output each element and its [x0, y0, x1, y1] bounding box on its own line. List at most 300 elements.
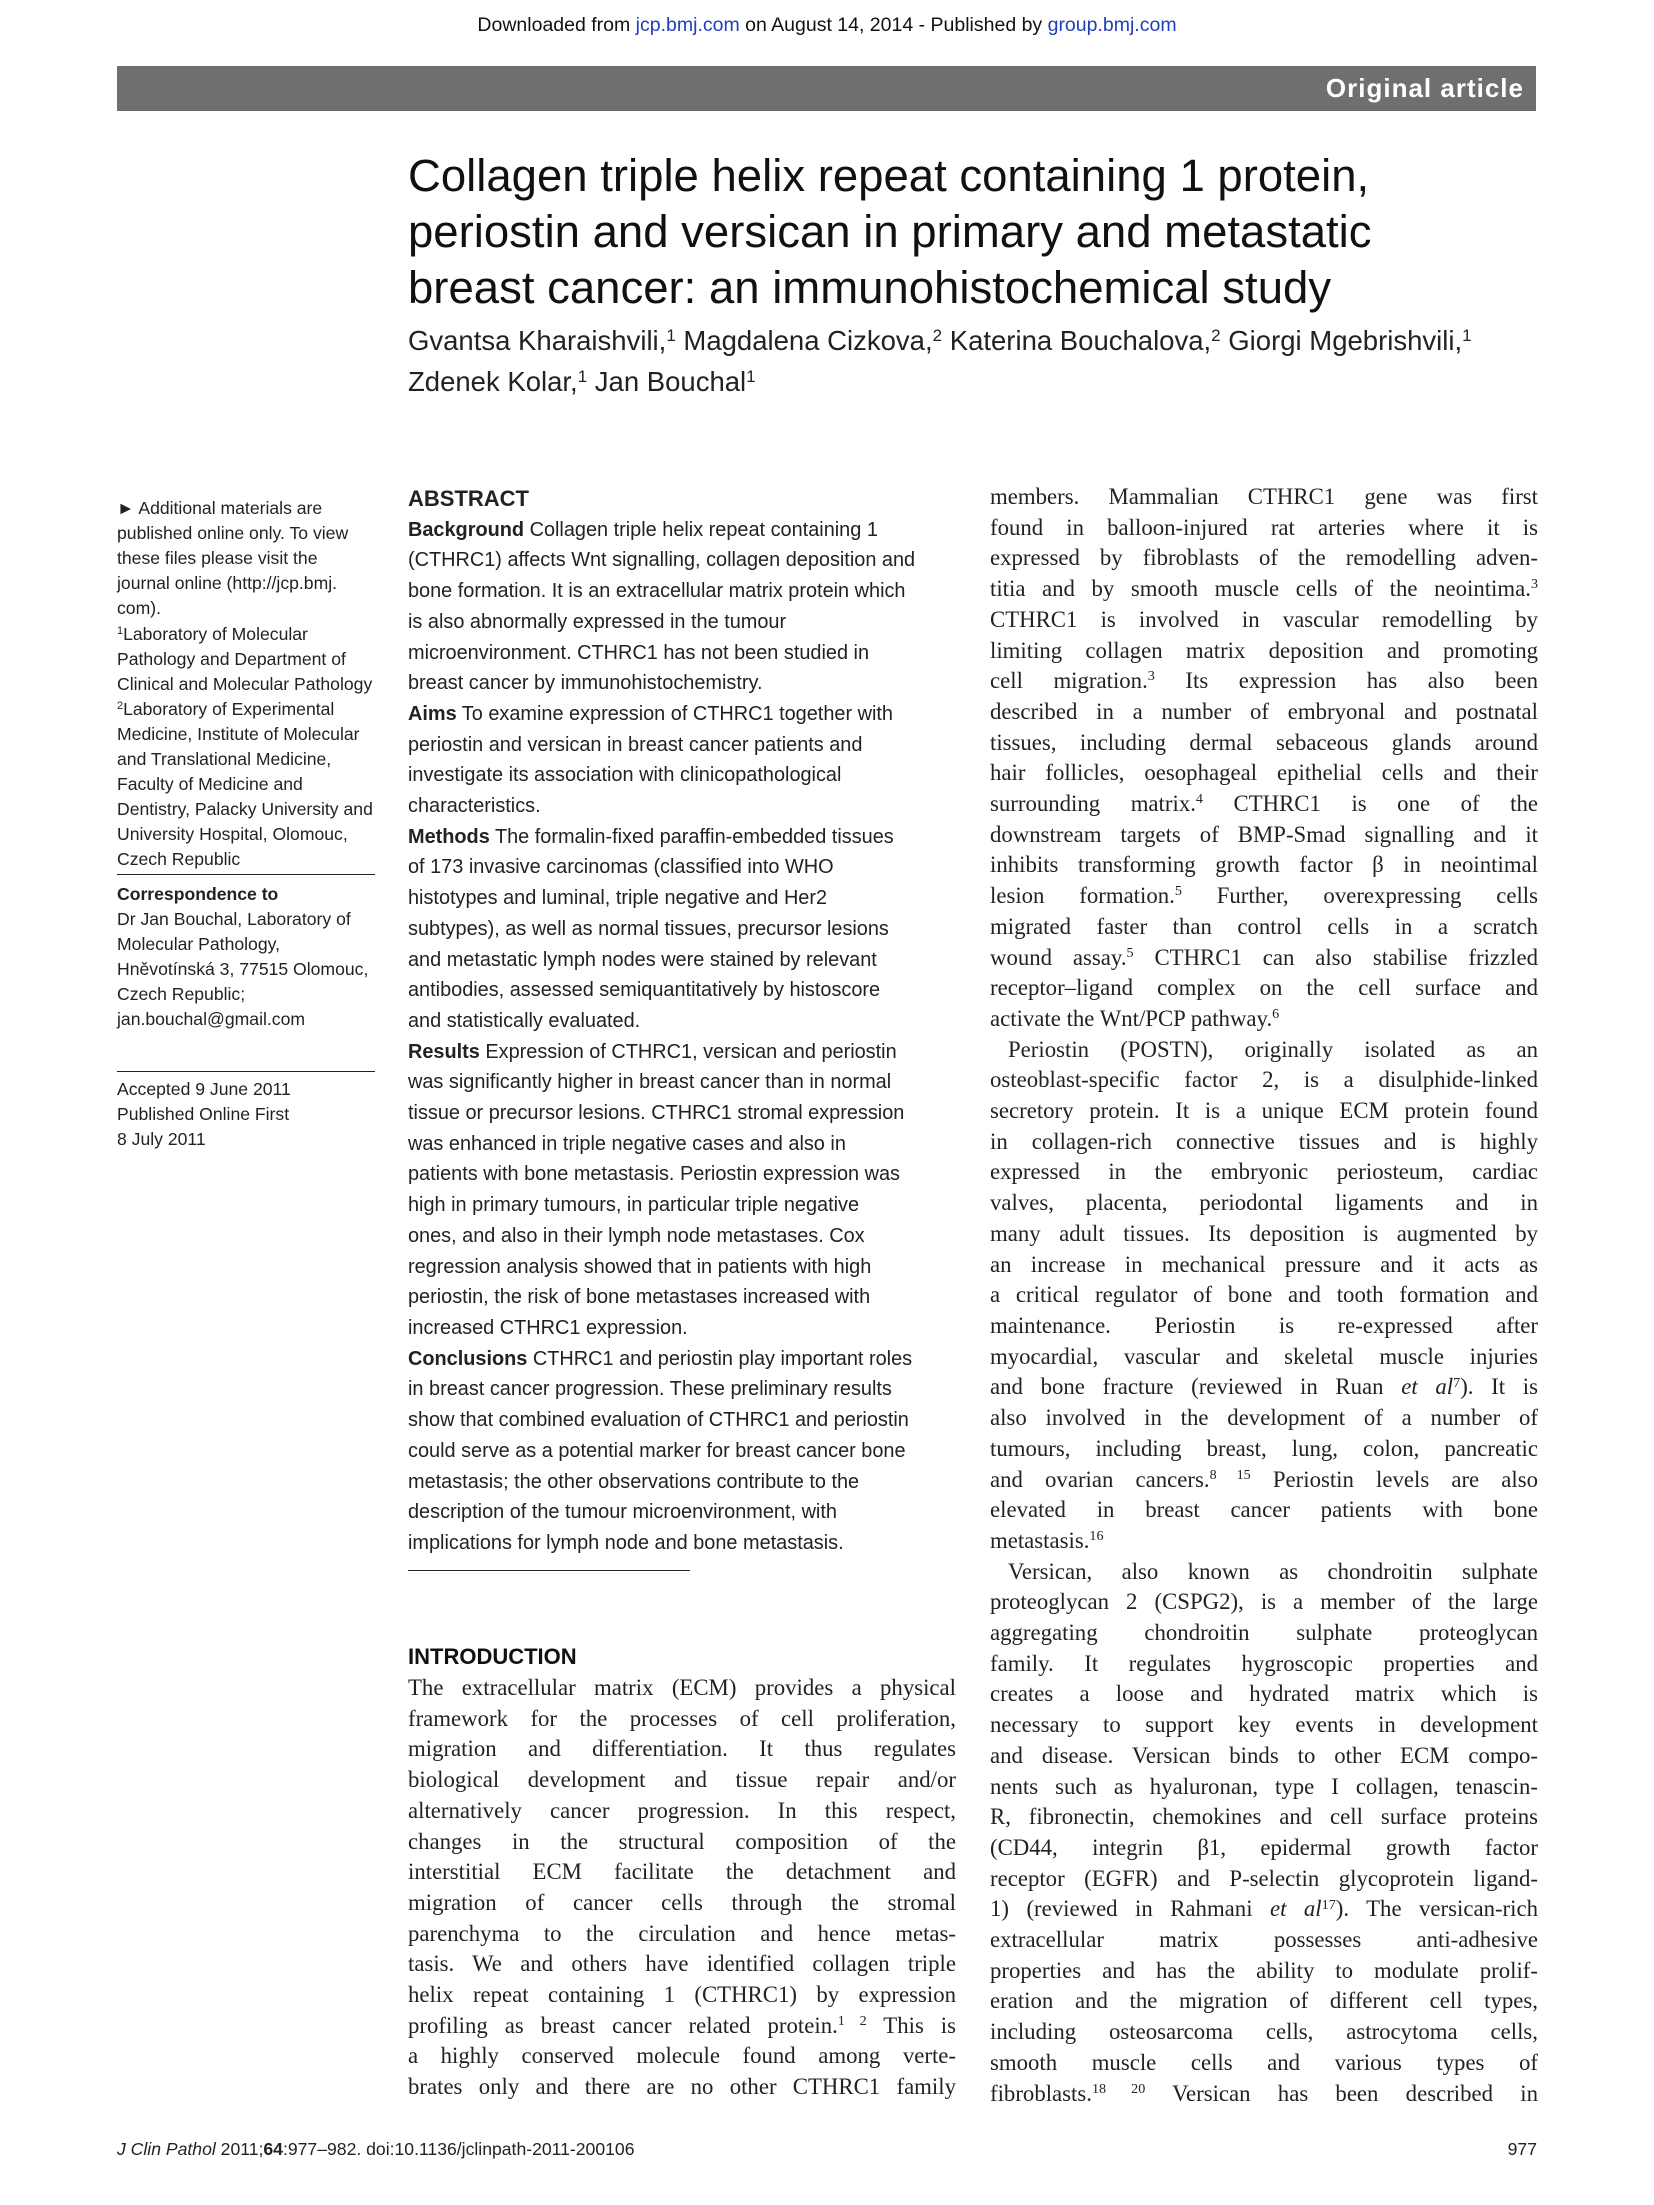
body-text: expressed by fibroblasts of the remodelling adven-	[990, 545, 1538, 571]
body-line	[990, 574, 1538, 605]
citation-year: 2011;	[215, 2139, 264, 2159]
affiliations	[117, 622, 375, 872]
body-text: profiling as breast cancer related protein.	[408, 2012, 838, 2038]
abstract-body	[408, 515, 948, 1559]
abstract-text: (CTHRC1) affects Wnt signalling, collagen deposition and	[408, 549, 916, 572]
abstract-line	[408, 945, 948, 976]
abstract-line	[408, 1221, 948, 1252]
abstract-line	[408, 1344, 948, 1375]
body-line	[408, 2041, 956, 2072]
additional-materials-note	[117, 496, 375, 621]
body-text: downstream targets of BMP-Smad signalling and it	[990, 821, 1538, 847]
body-line	[990, 1035, 1538, 1066]
abstract-text: histotypes and luminal, triple negative and Her2	[408, 887, 828, 910]
body-text: proteoglycan 2 (CSPG2), is a member of the large	[990, 1589, 1538, 1615]
abstract-line	[408, 1497, 948, 1528]
journal-site-link[interactable]: jcp.bmj.com	[635, 14, 740, 36]
abstract-section-label: Background	[408, 518, 525, 541]
abstract-text: implications for lymph node and bone metastasis.	[408, 1531, 844, 1554]
publisher-site-link[interactable]: group.bmj.com	[1047, 14, 1177, 36]
abstract-line	[408, 1467, 948, 1498]
body-text: wound assay.	[990, 944, 1127, 970]
abstract-line	[408, 1313, 948, 1344]
body-line	[990, 820, 1538, 851]
body-line	[990, 1864, 1538, 1895]
reference-marker: 3	[1530, 576, 1538, 593]
affiliation-text: Dentistry, Palacky University and	[117, 799, 373, 819]
abstract-line	[408, 699, 948, 730]
body-line	[990, 482, 1538, 513]
body-line	[990, 1557, 1538, 1588]
abstract-line	[408, 1405, 948, 1436]
abstract-line	[408, 515, 948, 546]
body-text: valves, placenta, periodontal ligaments and in	[990, 1190, 1538, 1216]
citation-pages-doi: :977–982. doi:10.1136/jclinpath-2011-200106	[282, 2139, 635, 2159]
body-line	[990, 1157, 1538, 1188]
body-text: ). The versican-rich	[1335, 1896, 1539, 1922]
body-text: titia and by smooth muscle cells of the neointima.	[990, 576, 1531, 602]
abstract-text: tissue or precursor lesions. CTHRC1 stromal expression	[408, 1102, 905, 1125]
body-text: necessary to support key events in development	[990, 1712, 1538, 1738]
abstract-text: show that combined evaluation of CTHRC1 and periostin	[408, 1409, 909, 1432]
body-line	[408, 1888, 956, 1919]
body-text: members. Mammalian CTHRC1 gene was first	[990, 484, 1538, 509]
affiliation-text: Laboratory of Molecular	[123, 624, 308, 644]
body-text: changes in the structural composition of the	[408, 1828, 956, 1854]
abstract-text: CTHRC1 and periostin play important roles	[527, 1347, 913, 1370]
affiliation-line	[117, 697, 375, 722]
abstract-text: periostin and versican in breast cancer patients and	[408, 733, 863, 756]
affiliation-line	[117, 647, 375, 672]
affiliation-text: Clinical and Molecular Pathology	[117, 674, 373, 694]
body-line	[408, 1857, 956, 1888]
body-line	[990, 758, 1538, 789]
body-line	[990, 1526, 1538, 1557]
abstract-line	[408, 1006, 948, 1037]
abstract-line	[408, 1129, 948, 1160]
date-line: 8 July 2011	[117, 1129, 206, 1149]
body-line	[990, 1280, 1538, 1311]
body-text: receptor–ligand complex on the cell surface and	[990, 975, 1538, 1001]
body-line	[990, 1679, 1538, 1710]
reference-marker: 5	[1174, 883, 1182, 900]
affiliation-text: Pathology and Department of	[117, 649, 346, 669]
section-label: Original article	[1325, 73, 1524, 103]
abstract-section-label: Conclusions	[408, 1347, 528, 1370]
abstract-text: high in primary tumours, in particular triple negative	[408, 1194, 860, 1217]
abstract-line	[408, 1037, 948, 1068]
body-line	[990, 943, 1538, 974]
body-line	[990, 1833, 1538, 1864]
affiliation-text: and Translational Medicine,	[117, 749, 332, 769]
affiliation-line	[117, 722, 375, 747]
body-line	[990, 513, 1538, 544]
affiliation-marker: 2	[1211, 325, 1221, 345]
body-line	[990, 881, 1538, 912]
reference-marker: 17	[1321, 1896, 1336, 1913]
body-text: also involved in the development of a number of	[990, 1405, 1538, 1431]
body-line	[990, 1127, 1538, 1158]
abstract-text: breast cancer by immunohistochemistry.	[408, 672, 763, 695]
body-line	[990, 973, 1538, 1004]
body-line	[408, 1827, 956, 1858]
abstract-text: characteristics.	[408, 795, 541, 818]
affiliation-marker: 2	[932, 325, 943, 345]
title-line: Collagen triple helix repeat containing 1 protein,	[408, 150, 1370, 201]
body-line	[990, 1986, 1538, 2017]
body-text: creates a loose and hydrated matrix which is	[990, 1681, 1538, 1707]
body-text: CTHRC1 can also stabilise frizzled	[1133, 944, 1539, 970]
body-line	[990, 850, 1538, 881]
body-line	[990, 666, 1538, 697]
abstract-text: description of the tumour microenvironment, with	[408, 1501, 837, 1524]
page-number: 977	[1507, 2139, 1537, 2159]
abstract-text: investigate its association with clinicopathological	[408, 764, 842, 787]
author-name: Zdenek Kolar,	[408, 366, 578, 397]
body-text: This is	[866, 2012, 956, 2038]
abstract-line	[408, 883, 948, 914]
note-line: journal online (http://jcp.bmj.	[117, 573, 338, 593]
abstract-text: could serve as a potential marker for breast cancer bone	[408, 1439, 906, 1462]
body-text: cell migration.	[990, 668, 1148, 694]
body-line	[408, 1919, 956, 1950]
body-line	[990, 1956, 1538, 1987]
body-text: surrounding matrix.	[990, 791, 1196, 817]
author-name: Jan Bouchal	[587, 366, 747, 397]
body-text: an increase in mechanical pressure and it acts as	[990, 1251, 1538, 1277]
abstract-line	[408, 1159, 948, 1190]
body-line	[990, 1342, 1538, 1373]
body-text: aggregating chondroitin sulphate proteoglycan	[990, 1620, 1538, 1646]
affiliation-marker: 1	[746, 366, 756, 386]
correspondence-line: Hněvotínská 3, 77515 Olomouc,	[117, 959, 369, 979]
body-line	[408, 1949, 956, 1980]
affiliation-marker: 1	[1462, 325, 1472, 345]
correspondence-address	[117, 907, 375, 1032]
affiliation-line	[117, 822, 375, 847]
abstract-line	[408, 730, 948, 761]
abstract-divider	[408, 1570, 690, 1571]
abstract-line	[408, 607, 948, 638]
affiliation-line	[117, 622, 375, 647]
body-line	[990, 1495, 1538, 1526]
body-line	[990, 1618, 1538, 1649]
abstract-line	[408, 1282, 948, 1313]
abstract-line	[408, 576, 948, 607]
abstract-text: Expression of CTHRC1, versican and periostin	[479, 1040, 897, 1063]
abstract-text: and statistically evaluated.	[408, 1009, 641, 1032]
citation-et-al: et al	[1401, 1374, 1454, 1400]
abstract-text: subtypes), as well as normal tissues, precursor lesions	[408, 917, 889, 940]
journal-name: J Clin Pathol	[117, 2139, 216, 2159]
body-line	[990, 1065, 1538, 1096]
body-text: Its expression has also been	[1154, 668, 1539, 694]
body-text: many adult tissues. Its deposition is augmented by	[990, 1220, 1538, 1246]
abstract-text: of 173 invasive carcinomas (classified into WHO	[408, 856, 834, 879]
body-text: maintenance. Periostin is re-expressed after	[990, 1312, 1538, 1338]
abstract-text: is also abnormally expressed in the tumour	[408, 610, 787, 633]
body-line	[990, 1188, 1538, 1219]
reference-marker: 7	[1453, 1374, 1461, 1391]
affiliation-text: Laboratory of Experimental	[123, 699, 335, 719]
reference-marker: 6	[1272, 1006, 1280, 1023]
body-text: migration of cancer cells through the stromal	[408, 1889, 956, 1915]
body-line	[990, 1465, 1538, 1496]
reference-marker: 18 20	[1091, 2080, 1146, 2097]
abstract-line	[408, 668, 948, 699]
abstract-line	[408, 545, 948, 576]
body-line	[990, 2079, 1538, 2110]
body-line	[990, 1372, 1538, 1403]
body-text: activate the Wnt/PCP pathway.	[990, 1005, 1273, 1031]
body-text: tissues, including dermal sebaceous glands around	[990, 729, 1538, 755]
body-text: Versican, also known as chondroitin sulphate	[1008, 1558, 1538, 1584]
abstract-text: microenvironment. CTHRC1 has not been studied in	[408, 641, 870, 664]
body-line	[990, 1587, 1538, 1618]
body-text: The extracellular matrix (ECM) provides a physical	[408, 1675, 956, 1700]
body-text: Periostin (POSTN), originally isolated as an	[1008, 1036, 1538, 1062]
abstract-text: periostin, the risk of bone metastases increased with	[408, 1286, 871, 1309]
abstract-text: increased CTHRC1 expression.	[408, 1316, 688, 1339]
download-prefix: Downloaded from	[477, 14, 636, 36]
body-line	[408, 1796, 956, 1827]
body-text: nents such as hyaluronan, type I collagen, tenascin-	[990, 1773, 1538, 1799]
body-text: smooth muscle cells and various types of	[990, 2049, 1538, 2075]
citation-footer	[117, 2139, 634, 2160]
abstract-line	[408, 1436, 948, 1467]
body-line	[990, 1096, 1538, 1127]
body-text: framework for the processes of cell proliferation,	[408, 1705, 956, 1731]
body-line	[990, 912, 1538, 943]
abstract-section-label: Methods	[408, 825, 490, 848]
abstract-text: and metastatic lymph nodes were stained by relevant	[408, 948, 877, 971]
body-line	[990, 1004, 1538, 1035]
affiliation-text: Czech Republic	[117, 849, 241, 869]
body-line	[408, 1704, 956, 1735]
author-line-1	[408, 320, 1538, 361]
date-line: Accepted 9 June 2011	[117, 1079, 291, 1099]
abstract-line	[408, 1528, 948, 1559]
affiliation-line	[117, 747, 375, 772]
abstract-text: antibodies, assessed semiquantitatively by histoscore	[408, 979, 881, 1002]
body-line	[990, 789, 1538, 820]
body-line	[990, 2048, 1538, 2079]
abstract-heading: ABSTRACT	[408, 486, 529, 511]
note-line: com).	[117, 598, 161, 618]
abstract-text: was enhanced in triple negative cases and also in	[408, 1132, 846, 1155]
affiliation-marker: 1	[117, 625, 124, 637]
abstract-text: The formalin-fixed paraffin-embedded tissues	[489, 825, 894, 848]
abstract-line	[408, 1067, 948, 1098]
body-line	[990, 1219, 1538, 1250]
body-line	[990, 728, 1538, 759]
note-line: these files please visit the	[117, 548, 318, 568]
body-line	[990, 1311, 1538, 1342]
body-text: lesion formation.	[990, 883, 1175, 909]
body-text: fibroblasts.	[990, 2080, 1092, 2106]
body-text: helix repeat containing 1 (CTHRC1) by expression	[408, 1982, 956, 2008]
abstract-line	[408, 1098, 948, 1129]
affiliation-text: University Hospital, Olomouc,	[117, 824, 348, 844]
right-column-body	[990, 482, 1538, 2109]
section-banner	[117, 66, 1536, 111]
affiliation-line	[117, 797, 375, 822]
body-text: 1) (reviewed in Rahmani	[990, 1896, 1270, 1922]
body-text: Versican has been described in	[1145, 2080, 1538, 2106]
author-name: Magdalena Cizkova,	[675, 325, 933, 356]
body-line	[990, 1250, 1538, 1281]
body-line	[990, 1434, 1538, 1465]
body-text: Periostin levels are also	[1250, 1466, 1538, 1492]
author-name: Gvantsa Kharaishvili,	[408, 325, 667, 356]
body-text: biological development and tissue repair and/or	[408, 1767, 956, 1793]
note-line: published online only. To view	[117, 523, 349, 543]
download-middle: on August 14, 2014 - Published by	[739, 14, 1048, 36]
reference-marker: 5	[1126, 944, 1134, 961]
reference-marker: 1 2	[837, 2012, 867, 2029]
body-text: found in balloon-injured rat arteries where it is	[990, 514, 1538, 540]
body-text: a critical regulator of bone and tooth formation and	[990, 1282, 1538, 1308]
body-text: including osteosarcoma cells, astrocytoma cells,	[990, 2019, 1538, 2045]
body-line	[408, 1734, 956, 1765]
body-text: and bone fracture (reviewed in Ruan	[990, 1374, 1402, 1400]
author-line-2	[408, 361, 1538, 402]
abstract-text: regression analysis showed that in patients with high	[408, 1255, 872, 1278]
body-text: Further, overexpressing cells	[1181, 883, 1539, 909]
body-text: brates only and there are no other CTHRC1 family	[408, 2074, 956, 2100]
article-title	[408, 148, 1538, 316]
body-text: osteoblast-specific factor 2, is a disulphide-linked	[990, 1067, 1538, 1093]
affiliation-text: Faculty of Medicine and	[117, 774, 303, 794]
body-line	[990, 697, 1538, 728]
body-line	[408, 1980, 956, 2011]
body-text: metastasis.	[990, 1527, 1090, 1553]
correspondence-block	[117, 882, 375, 1032]
citation-volume: 64	[263, 2139, 283, 2159]
author-name: Katerina Bouchalova,	[942, 325, 1212, 356]
body-line	[990, 1741, 1538, 1772]
body-text: CTHRC1 is one of the	[1202, 791, 1538, 817]
author-list	[408, 320, 1538, 402]
body-text: receptor (EGFR) and P-selectin glycoprotein ligand-	[990, 1865, 1538, 1891]
abstract-line	[408, 822, 948, 853]
body-line	[990, 1649, 1538, 1680]
abstract-text: patients with bone metastasis. Periostin expression was	[408, 1163, 900, 1186]
abstract-text: To examine expression of CTHRC1 together with	[456, 702, 893, 725]
body-text: ). It is	[1460, 1374, 1538, 1400]
body-text: alternatively cancer progression. In this respect,	[408, 1797, 956, 1823]
affiliation-text: Medicine, Institute of Molecular	[117, 724, 360, 744]
affiliation-marker: 2	[117, 700, 124, 712]
correspondence-line: Dr Jan Bouchal, Laboratory of	[117, 909, 351, 929]
body-line	[990, 1925, 1538, 1956]
body-text: R, fibronectin, chemokines and cell surface proteins	[990, 1804, 1538, 1830]
body-text: interstitial ECM facilitate the detachment and	[408, 1859, 956, 1885]
abstract-section-label: Results	[408, 1040, 480, 1063]
abstract-section-label: Aims	[408, 702, 457, 725]
body-text: expressed in the embryonic periosteum, cardiac	[990, 1159, 1538, 1185]
title-line: breast cancer: an immunohistochemical study	[408, 262, 1332, 313]
body-text: hair follicles, oesophageal epithelial cells and their	[990, 760, 1538, 786]
body-line	[408, 1673, 956, 1704]
abstract-line	[408, 852, 948, 883]
title-line: periostin and versican in primary and metastatic	[408, 206, 1372, 257]
download-notice	[0, 14, 1654, 37]
body-text: and ovarian cancers.	[990, 1466, 1210, 1492]
body-text: tumours, including breast, lung, colon, pancreatic	[990, 1435, 1538, 1461]
abstract-text: in breast cancer progression. These preliminary results	[408, 1378, 892, 1401]
body-text: extracellular matrix possesses anti-adhesive	[990, 1927, 1538, 1953]
introduction-body	[408, 1673, 956, 2103]
affiliation-marker: 1	[577, 366, 588, 386]
note-line: ► Additional materials are	[117, 498, 323, 518]
body-line	[990, 1403, 1538, 1434]
correspondence-line: Molecular Pathology,	[117, 934, 280, 954]
body-text: parenchyma to the circulation and hence metas-	[408, 1920, 956, 1946]
correspondence-line: jan.bouchal@gmail.com	[117, 1009, 306, 1029]
body-text: (CD44, integrin β1, epidermal growth factor	[990, 1834, 1538, 1860]
body-text: in collagen-rich connective tissues and is highly	[990, 1128, 1538, 1154]
abstract-line	[408, 1252, 948, 1283]
article-dates	[117, 1077, 375, 1152]
sidebar-divider	[117, 1071, 375, 1072]
body-text: family. It regulates hygroscopic properties and	[990, 1650, 1538, 1676]
reference-marker: 3	[1147, 668, 1155, 685]
reference-marker: 16	[1089, 1528, 1104, 1545]
body-text: inhibits transforming growth factor β in neointimal	[990, 852, 1538, 878]
citation-et-al: et al	[1270, 1896, 1322, 1922]
body-line	[990, 2017, 1538, 2048]
body-text: properties and has the ability to modulate prolif-	[990, 1957, 1538, 1983]
sidebar-divider	[117, 874, 375, 875]
correspondence-line: Czech Republic;	[117, 984, 246, 1004]
body-text: and disease. Versican binds to other ECM compo-	[990, 1742, 1538, 1768]
body-line	[408, 1765, 956, 1796]
body-line	[990, 1894, 1538, 1925]
introduction-heading: INTRODUCTION	[408, 1644, 577, 1669]
body-line	[408, 2072, 956, 2103]
abstract-text: metastasis; the other observations contribute to the	[408, 1470, 860, 1493]
abstract	[408, 484, 948, 1559]
body-text: myocardial, vascular and skeletal muscle injuries	[990, 1343, 1538, 1369]
abstract-line	[408, 638, 948, 669]
body-text: limiting collagen matrix deposition and promoting	[990, 637, 1538, 663]
abstract-line	[408, 975, 948, 1006]
abstract-line	[408, 914, 948, 945]
reference-marker: 8 15	[1209, 1466, 1251, 1483]
abstract-text: was significantly higher in breast cancer than in normal	[408, 1071, 892, 1094]
affiliation-line	[117, 672, 375, 697]
abstract-line	[408, 1374, 948, 1405]
body-text: migrated faster than control cells in a scratch	[990, 913, 1538, 939]
abstract-text: bone formation. It is an extracellular matrix protein which	[408, 580, 906, 603]
body-text: secretory protein. It is a unique ECM protein found	[990, 1098, 1538, 1124]
reference-marker: 4	[1195, 791, 1203, 808]
body-text: eration and the migration of different cell types,	[990, 1988, 1538, 2014]
abstract-text: Collagen triple helix repeat containing 1	[524, 518, 878, 541]
abstract-line	[408, 1190, 948, 1221]
body-text: a highly conserved molecule found among verte-	[408, 2043, 956, 2069]
body-text: CTHRC1 is involved in vascular remodelling by	[990, 606, 1538, 632]
body-line	[990, 636, 1538, 667]
body-line	[990, 1710, 1538, 1741]
date-line: Published Online First	[117, 1104, 290, 1124]
body-text: tasis. We and others have identified collagen triple	[408, 1951, 956, 1977]
correspondence-heading: Correspondence to	[117, 884, 279, 904]
body-line	[408, 2011, 956, 2042]
abstract-line	[408, 760, 948, 791]
affiliation-marker: 1	[666, 325, 676, 345]
